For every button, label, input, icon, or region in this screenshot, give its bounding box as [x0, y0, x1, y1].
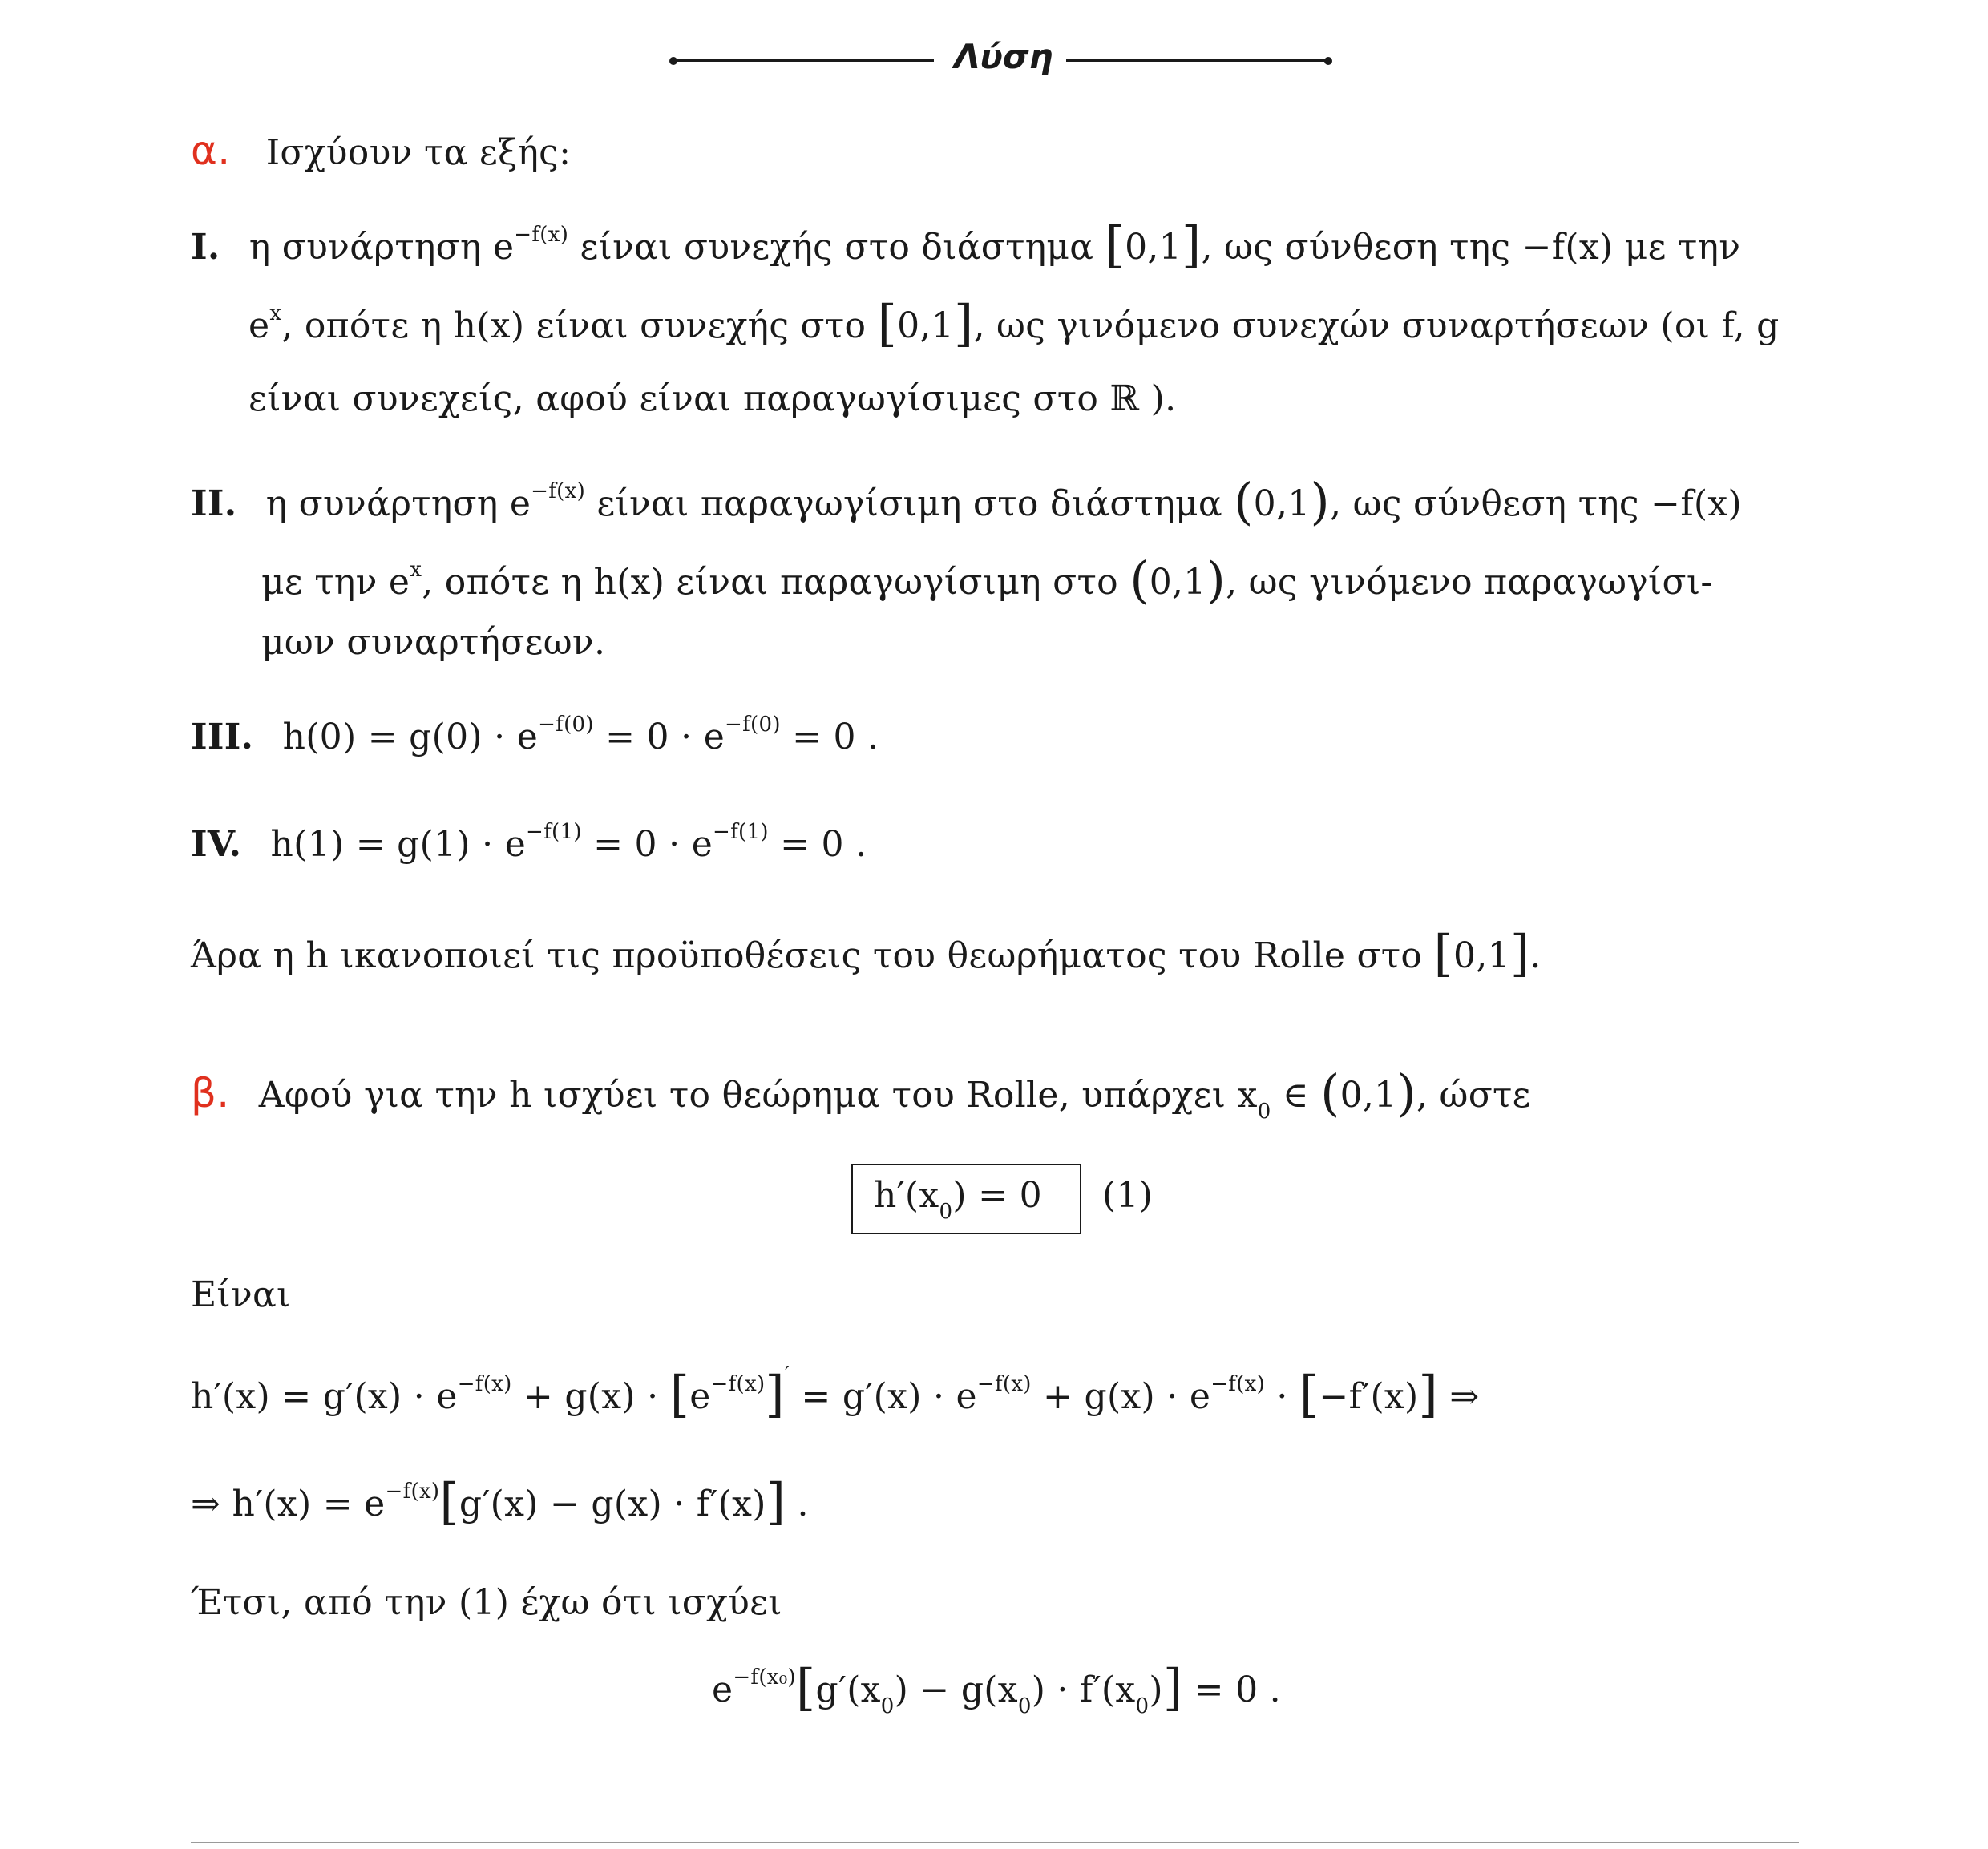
item-2-l2-sup: x — [410, 558, 422, 582]
item-1-l2-sup: x — [269, 301, 282, 325]
header-right-rule — [1066, 59, 1327, 62]
paren-close: ) — [1206, 551, 1226, 609]
bracket-open: [ — [439, 1472, 459, 1531]
d1-f: ⇒ — [1438, 1376, 1480, 1417]
eine-label: Είναι — [191, 1274, 291, 1315]
item-1-sup: −f(x) — [514, 223, 569, 247]
d1-b: + g(x) · — [511, 1376, 670, 1417]
paren-open: ( — [1320, 1064, 1340, 1122]
part-b-intro-a: Αφού για την h ισχύει το θεώρημα του Rolle, υπάρχει x — [258, 1075, 1258, 1116]
boxed-eq-b: ) = 0 — [952, 1175, 1042, 1216]
bracket-open: [ — [1105, 216, 1125, 274]
boxed-equation — [874, 1172, 1042, 1225]
bracket-close: ] — [1418, 1365, 1438, 1423]
d1-e: · — [1265, 1376, 1299, 1417]
conclusion-interval: 0,1 — [1453, 935, 1510, 976]
item-3-eq-b: = 0 · e — [593, 717, 725, 757]
item-2-l2-a: με την e — [261, 562, 410, 603]
bracket-close: ] — [953, 294, 974, 353]
item-3-marker: III. — [191, 717, 254, 757]
item-2-interval: 0,1 — [1253, 483, 1311, 524]
item-2-l2-interval: 0,1 — [1149, 562, 1206, 603]
bracket-close: ] — [1181, 216, 1202, 274]
item-1-line-3: είναι συνεχείς, αφού είναι παραγωγίσιμες στο ℝ ). — [248, 378, 1177, 419]
item-2-sup: −f(x) — [531, 479, 586, 503]
header-right-dot — [1324, 57, 1332, 65]
d2-b: . — [786, 1484, 809, 1524]
final-a: e — [712, 1669, 733, 1710]
d1-sup-3: −f(x) — [976, 1372, 1032, 1396]
d1-prime: ′ — [784, 1363, 790, 1387]
conclusion-text: Άρα η h ικανοποιεί τις προϋποθέσεις του θεωρήματος του Rolle στο — [191, 935, 1434, 976]
equation-tag-1: (1) — [1102, 1175, 1154, 1216]
derivative-line-2 — [191, 1472, 809, 1533]
final-b: = 0 . — [1182, 1669, 1281, 1710]
bracket-close: ] — [766, 1472, 786, 1531]
part-b-intro-c: , ώστε — [1416, 1075, 1531, 1116]
part-a-intro: Ισχύουν τα εξής: — [265, 132, 572, 173]
d1-sup-2: −f(x) — [710, 1372, 766, 1396]
bracket-close: ] — [1162, 1658, 1183, 1717]
bracket-close: ] — [1509, 924, 1530, 983]
item-1-text-b: είναι συνεχής στο διάστημα — [568, 227, 1105, 268]
item-1-marker: I. — [191, 227, 220, 268]
item-4-eq-a: h(1) = g(1) · e — [270, 824, 527, 865]
bracket-open: [ — [1299, 1365, 1319, 1423]
paren-open: ( — [1129, 551, 1150, 609]
final-inner-b: ) − g(x — [894, 1669, 1018, 1710]
footer-rule — [191, 1842, 1799, 1843]
page-title: Λύση — [954, 37, 1053, 76]
d1-d: + g(x) · e — [1031, 1376, 1211, 1417]
item-4 — [191, 821, 867, 874]
paren-open: ( — [1234, 472, 1254, 531]
item-1-line-2 — [248, 294, 1780, 355]
item-3-eq-a: h(0) = g(0) · e — [282, 717, 539, 757]
bracket-open: [ — [877, 294, 898, 353]
final-inner-c: ) · f′(x — [1031, 1669, 1136, 1710]
d2-inner: g′(x) − g(x) · f′(x) — [459, 1484, 766, 1524]
paren-close: ) — [1396, 1064, 1416, 1122]
final-inner-a: g′(x — [815, 1669, 881, 1710]
bracket-open: [ — [795, 1658, 816, 1717]
item-2-line-3: μων συναρτήσεων. — [261, 622, 606, 663]
item-2-l2-b: , οπότε η h(x) είναι παραγωγίσιμη στο — [422, 562, 1130, 603]
item-1-interval: 0,1 — [1125, 227, 1182, 268]
item-3 — [191, 713, 879, 766]
item-4-eq-b: = 0 · e — [581, 824, 713, 865]
d1-inner: e — [689, 1376, 711, 1417]
final-sub-2: 0 — [1017, 1694, 1032, 1718]
derivative-line-1 — [191, 1363, 1480, 1426]
conclusion-end: . — [1529, 935, 1542, 976]
d2-sup: −f(x) — [385, 1480, 440, 1504]
item-4-marker: IV. — [191, 824, 242, 865]
item-1-text-a: η συνάρτηση e — [248, 227, 515, 268]
item-2-line-2 — [261, 553, 1713, 612]
final-sub-3: 0 — [1135, 1694, 1150, 1718]
item-2-text-b: είναι παραγωγίσιμη στο διάστημα — [585, 483, 1234, 524]
bracket-open: [ — [669, 1365, 690, 1423]
part-b-intro-sub: 0 — [1257, 1100, 1271, 1124]
item-2-marker: II. — [191, 483, 237, 524]
item-1-l2-b: , οπότε η h(x) είναι συνεχής στο — [281, 305, 878, 346]
item-4-sup-2: −f(1) — [713, 820, 769, 844]
bracket-open: [ — [1433, 924, 1453, 983]
item-2-text-c: , ως σύνθεση της −f(x) — [1330, 483, 1742, 524]
part-b-interval: 0,1 — [1339, 1075, 1397, 1116]
item-1-l2-a: e — [248, 305, 270, 346]
boxed-eq-a: h′(x — [874, 1175, 939, 1216]
header-left-rule — [673, 59, 934, 62]
final-inner-d: ) — [1149, 1669, 1163, 1710]
paren-close: ) — [1310, 472, 1331, 531]
final-sup: −f(x₀) — [733, 1665, 796, 1690]
item-4-sup-1: −f(1) — [526, 820, 582, 844]
item-2-text-a: η συνάρτηση e — [265, 483, 531, 524]
item-1-l2-interval: 0,1 — [897, 305, 954, 346]
part-b-marker: β. — [191, 1070, 230, 1116]
d1-c: = g′(x) · e — [790, 1376, 977, 1417]
part-b-intro-b: ∈ — [1271, 1075, 1321, 1116]
d1-sup-1: −f(x) — [457, 1372, 512, 1396]
d1-inner-2: −f′(x) — [1319, 1376, 1419, 1417]
part-a-conclusion — [191, 924, 1542, 983]
d1-sup-4: −f(x) — [1210, 1372, 1266, 1396]
final-sub-1: 0 — [880, 1694, 895, 1718]
part-a-marker: α. — [191, 127, 231, 174]
item-3-sup-2: −f(0) — [725, 713, 781, 737]
item-4-eq-c: = 0 . — [768, 824, 867, 865]
etsi-line: Έτσι, από την (1) έχω ότι ισχύει — [191, 1582, 782, 1623]
part-b-heading — [191, 1066, 1531, 1124]
part-a-heading — [191, 127, 571, 177]
final-equation — [712, 1658, 1281, 1719]
item-2-l2-c: , ως γινόμενο παραγωγίσι- — [1226, 562, 1713, 603]
item-1-text-c: , ως σύνθεση της −f(x) με την — [1201, 227, 1741, 268]
item-2-line-1 — [191, 474, 1742, 533]
bracket-close: ] — [765, 1365, 785, 1423]
boxed-eq-sub: 0 — [939, 1200, 953, 1224]
item-1-line-1 — [191, 218, 1740, 277]
item-1-l2-c: , ως γινόμενο συνεχών συναρτήσεων (οι f, g — [973, 305, 1780, 346]
item-3-eq-c: = 0 . — [780, 717, 879, 757]
d1-a: h′(x) = g′(x) · e — [191, 1376, 458, 1417]
item-3-sup-1: −f(0) — [538, 713, 594, 737]
d2-a: ⇒ h′(x) = e — [191, 1484, 386, 1524]
